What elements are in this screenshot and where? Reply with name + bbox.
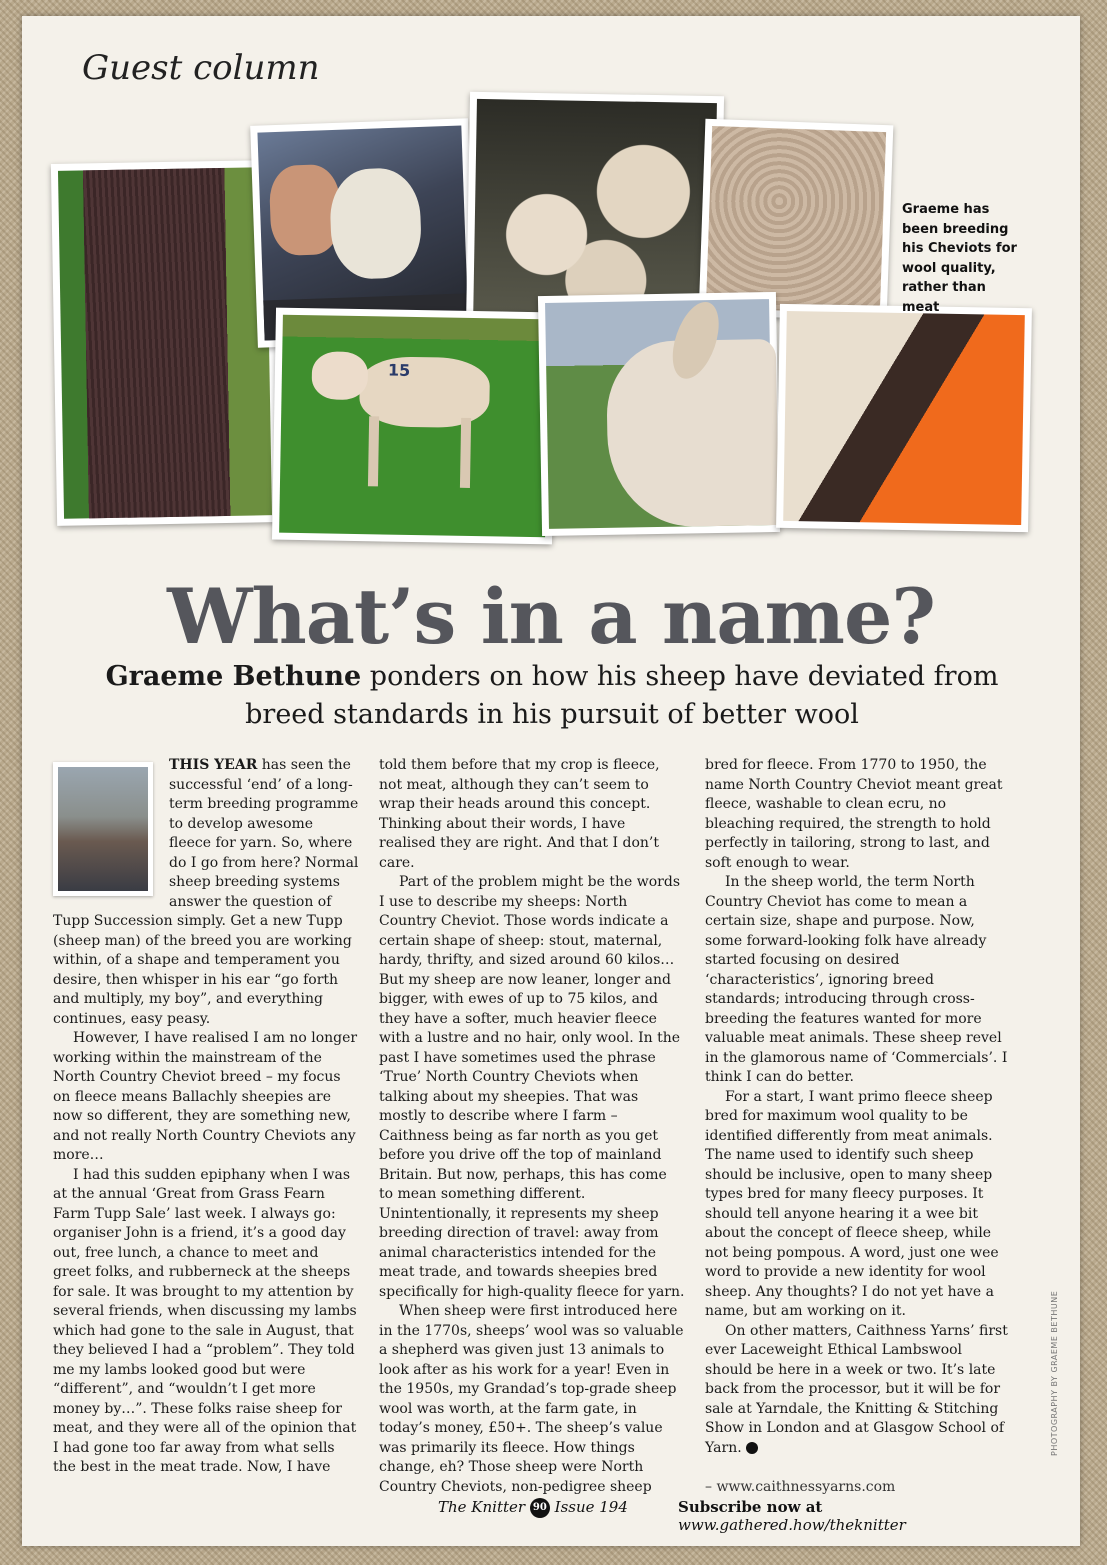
subscribe-text: Subscribe now at [678,1498,823,1516]
photo-caption: Graeme has been breeding his Cheviots for wool quality, rather than meat [902,202,1017,315]
standfirst-text: ponders on how his sheep have deviated from breed standards in his pursuit of better wool [245,661,999,730]
standfirst [102,658,1002,734]
magazine-name: The Knitter [438,1498,526,1516]
lead-in: THIS YEAR [169,757,258,773]
sheep-tag-number: 15 [387,360,411,380]
author-name: Graeme Bethune [105,661,362,692]
section-label: Guest column [82,48,320,88]
author-photo [53,762,153,896]
paragraph: Part of the problem might be the words I use to describe my sheeps: North Country Cheviot. Those words indicate a certain shape of sheep: stout, maternal, hardy, thrifty, and sized around 60 kilos… But my sheep are now leaner, longer and bigger, with ewes of up to 75 kilos, and they have a softer, much heavier fleece with a lustre and no hair, only wool. In the past I have sometimes used the phrase ‘True’ North Country Cheviots when talking about my sheepies. That was mostly to describe where I farm – Caithness being as far north as you get before you drive off the top of mainland Britain. But now, perhaps, this has come to mean something different. Unintentionally, it represents my sheep breeding direction of travel: away from animal characteristics intended for the meat trade, and towards sheepies bred specifically for high-quality fleece for yarn. [379,874,685,1300]
issue-number: Issue 194 [554,1498,628,1516]
headline: What’s in a name? [167,572,935,661]
paragraph: However, I have realised I am no longer working within the mainstream of the North Country Cheviot breed – my focus on fleece means Ballachly sheepies are now so different, they are something new, and not really North Country Cheviots any more… [53,1030,358,1163]
yarn-colours-photo [776,304,1032,532]
column-1 [53,756,359,1478]
sheep-number-15-photo [272,308,556,545]
website-link[interactable]: – www.caithnessyarns.com [705,1479,896,1495]
paragraph: I had this sudden epiphany when I was at the annual ‘Great from Grass Fearn Farm Tupp Sale’ last week. I always go: organiser John is a friend, it’s a good day out, free lunch, a chance to meet and greet folks, and rubberneck at the sheeps for sale. It was brought to my attention by several friends, when discussing my lambs which had gone to the sale in August, that they believed I had a “problem”. They told me my lambs looked good but were “different”, and “wouldn’t I get more money by…”. These folks raise sheep for meat, and they were all of the opinion that I had gone too far away from what sells the best in the meat trade. Now, I have [53,1166,357,1475]
end-mark-icon [746,1442,758,1454]
magazine-page [22,16,1080,1546]
column-3 [705,756,1011,1498]
paragraph: bred for fleece. From 1770 to 1950, the name North Country Cheviot meant great fleece, washable to clean ecru, no bleaching required, the strength to hold perfectly in tailoring, strong to last, and soft enough to wear. [705,757,1003,871]
photo-credit: PHOTOGRAPHY BY GRAEME BETHUNE [1050,1290,1059,1456]
fleece-closeup-photo [699,119,894,321]
paragraph: told them before that my crop is fleece, not meat, although they can’t seem to wrap their heads around this concept. Thinking about their words, I have realised they are right. And that I don’t care. [379,757,660,871]
paragraph: On other matters, Caithness Yarns’ first ever Laceweight Ethical Lambswool should be here in a week or two. It’s late back from the processor, but it will be for sale at Yarndale, the Knitting & Stitching Show in London and at Glasgow School of Yarn. [705,1322,1008,1456]
sheep-face-closeup-photo [538,292,780,536]
brown-yarn-skein-photo [51,160,279,526]
paragraph: For a start, I want primo fleece sheep bred for maximum wool quality to be identified differently from meat animals. The name used to identify such sheep should be inclusive, open to many sheep types bred for many fleecy purposes. It should tell anyone hearing it a wee bit about the concept of fleece sheep, while not being pompous. A word, just one wee word to provide a new identity for wool sheep. Any thoughts? I do not yet have a name, but am working on it. [705,1088,999,1319]
paragraph: In the sheep world, the term North Country Cheviot has come to mean a certain size, shape and purpose. Now, some forward-looking folk have already started focusing on desired ‘characteristics’, ignoring breed standards; introducing through cross-breeding the features wanted for more valuable meat animals. These sheep revel in the glamorous name of ‘Commercials’. I think I can do better. [705,874,1008,1085]
column-2 [379,756,685,1497]
paragraph: has seen the successful ‘end’ of a long-term breeding programme to develop awesome fleece for yarn. So, where do I go from here? Normal sheep breeding systems answer the question of Tupp Succession simply. Get a new Tupp (sheep man) of the breed you are working within, of a shape and temperament you desire, then whisper in his ear “go forth and multiply, my boy”, and everything continues, easy peasy. [53,757,359,1027]
page-number: 90 [530,1498,550,1518]
subscribe-url[interactable]: www.gathered.how/theknitter [678,1516,906,1534]
paragraph: When sheep were first introduced here in the 1770s, sheeps’ wool was so valuable a shepherd was given just 13 animals to look after as his work for a year! Even in the 1950s, my Grandad’s top-grade sheep wool was worth, at the farm gate, in today’s money, £50+. The sheep’s value was primarily its fleece. How things change, eh? Those sheep were North Country Cheviots, non-pedigree sheep [379,1303,684,1495]
